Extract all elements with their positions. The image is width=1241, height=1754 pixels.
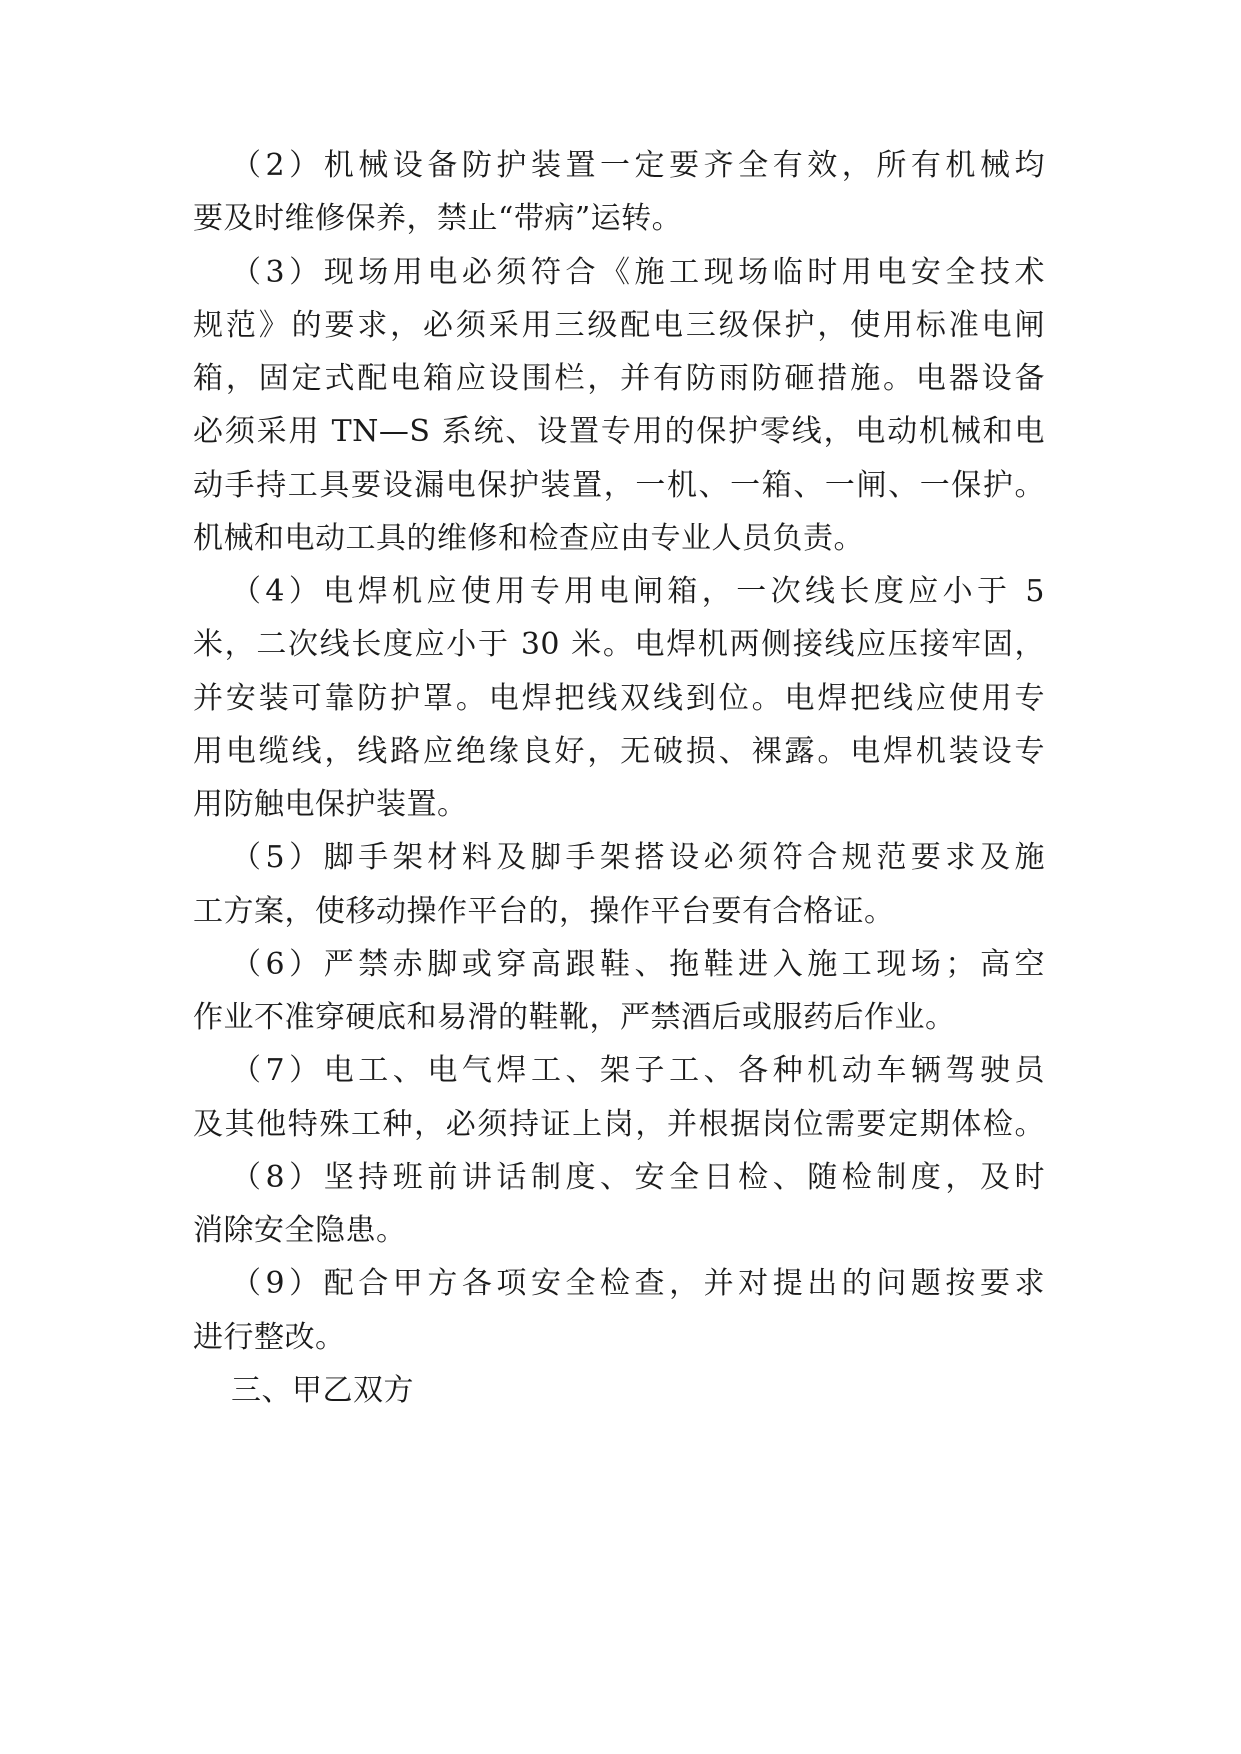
paragraph-item-7 [193, 1044, 1045, 1151]
paragraph-item-5 [193, 831, 1045, 938]
paragraph-item-3 [193, 246, 1045, 566]
text-line: 规范》的要求，必须采用三级配电三级保护，使用标准电闸 [193, 307, 1045, 343]
text-line: （7）电工、电气焊工、架子工、各种机动车辆驾驶员 [231, 1053, 1045, 1089]
text-line: （9）配合甲方各项安全检查，并对提出的问题按要求 [231, 1266, 1045, 1302]
paragraph-item-9 [193, 1257, 1045, 1364]
section-heading-block [193, 1364, 1045, 1417]
paragraph-item-4 [193, 565, 1045, 831]
text-line: 米，二次线长度应小于 30 米。电焊机两侧接线应压接牢固， [193, 627, 1045, 663]
text-line: 机械和电动工具的维修和检查应由专业人员负责。 [193, 520, 864, 556]
text-line: （3）现场用电必须符合《施工现场临时用电安全技术 [231, 254, 1045, 290]
text-line: （2）机械设备防护装置一定要齐全有效，所有机械均 [231, 148, 1045, 183]
text-line: 作业不准穿硬底和易滑的鞋靴，严禁酒后或服药后作业。 [193, 1000, 956, 1035]
text-line: 要及时维修保养，禁止“带病”运转。 [193, 201, 683, 237]
text-line: 进行整改。 [193, 1319, 346, 1355]
text-line: （5）脚手架材料及脚手架搭设必须符合规范要求及施 [231, 840, 1045, 876]
paragraph-item-2 [193, 139, 1045, 246]
text-line: 工方案，使移动操作平台的，操作平台要有合格证。 [193, 893, 895, 929]
paragraph-item-6 [193, 938, 1045, 1045]
paragraph-item-8 [193, 1151, 1045, 1258]
text-line: （4）电焊机应使用专用电闸箱，一次线长度应小于 5 [231, 574, 1045, 609]
text-line: 用防触电保护装置。 [193, 787, 468, 822]
text-line: 用电缆线，线路应绝缘良好，无破损、裸露。电焊机装设专 [193, 733, 1045, 769]
text-line: 并安装可靠防护罩。电焊把线双线到位。电焊把线应使用专 [193, 680, 1045, 716]
document-body [193, 139, 1045, 1417]
text-line: 必须采用 TN—S 系统、设置专用的保护零线，电动机械和电 [193, 414, 1045, 450]
text-line: （6）严禁赤脚或穿高跟鞋、拖鞋进入施工现场；高空 [231, 946, 1045, 982]
text-line: （8）坚持班前讲话制度、安全日检、随检制度，及时 [231, 1159, 1045, 1195]
text-line: 箱，固定式配电箱应设围栏，并有防雨防砸措施。电器设备 [193, 361, 1045, 396]
section-heading: 三、甲乙双方 [231, 1372, 414, 1408]
text-line: 及其他特殊工种，必须持证上岗，并根据岗位需要定期体检。 [193, 1106, 1045, 1142]
text-line: 消除安全隐患。 [193, 1213, 407, 1248]
text-line: 动手持工具要设漏电保护装置，一机、一箱、一闸、一保护。 [193, 467, 1045, 503]
